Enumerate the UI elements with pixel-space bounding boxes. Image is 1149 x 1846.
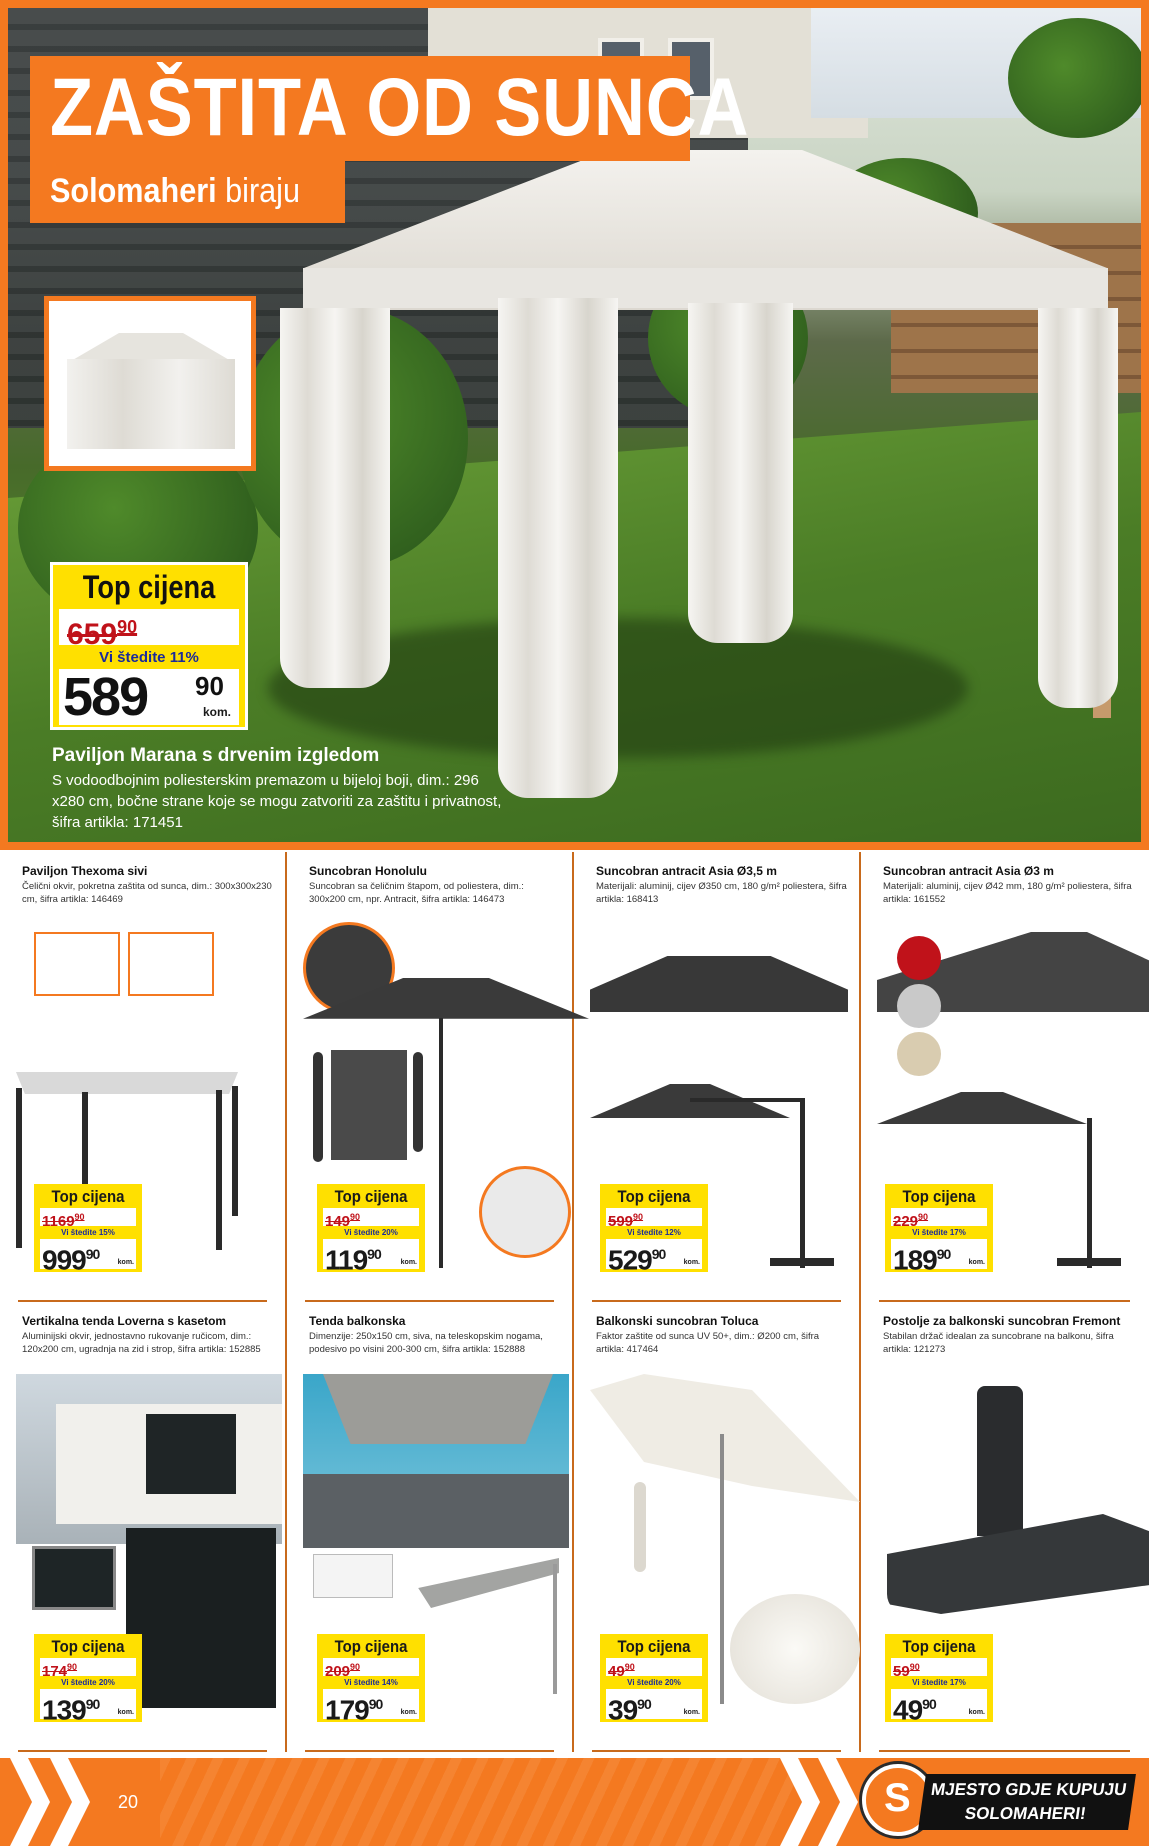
price-tag: Top cijena $49^{90}$ Vi štedite 20% $39^{90}$ kom. — [600, 1634, 708, 1722]
product-card[interactable] — [574, 1302, 861, 1752]
page-footer — [0, 1758, 1149, 1846]
new-price: 589 — [63, 667, 148, 727]
product-name: Vertikalna tenda Loverna s kasetom — [22, 1314, 227, 1328]
hero-product-description: S vodoodbojnim poliesterskim premazom u bijeloj boji, dim.: 296 x280 cm, bočne strane koje se mogu zatvoriti za zaštitu i privatnost, šifra artikla: 171451 — [52, 772, 502, 831]
footer-slogan: MJESTO GDJE KUPUJU SOLOMAHERI! — [918, 1774, 1136, 1830]
chevron-right-icon — [50, 1758, 90, 1846]
chevron-right-icon — [818, 1758, 858, 1846]
price-tag: Top cijena $229^{90}$ Vi štedite 17% $189^{90}$ kom. — [885, 1184, 993, 1272]
product-name: Paviljon Thexoma sivi — [22, 864, 148, 878]
price-label: Top cijena — [82, 569, 216, 605]
product-description: Materijali: aluminij, cijev Ø350 cm, 180 g/m² poliestera, šifra artikla: 168413 — [596, 881, 847, 905]
price-tag: Top cijena $599^{90}$ Vi štedite 12% $529^{90}$ kom. — [600, 1184, 708, 1272]
price-tag: Top cijena $209^{90}$ Vi štedite 14% $179^{90}$ kom. — [317, 1634, 425, 1722]
product-card[interactable] — [287, 852, 574, 1302]
product-card[interactable] — [0, 1302, 287, 1752]
savings-label: Vi štedite 11% — [99, 649, 199, 666]
product-description: Stabilan držač idealan za suncobrane na balkonu, šifra artikla: 121273 — [883, 1331, 1114, 1355]
hero-subtitle: Solomaheri biraju — [50, 172, 301, 210]
product-description: Aluminijski okvir, jednostavno rukovanje ručicom, dim.: 120x200 cm, ugradnja na zid i strop, šifra artikla: 152885 — [22, 1331, 261, 1355]
hero-product-name: Paviljon Marana s drvenim izgledom — [52, 745, 380, 766]
product-description: Faktor zaštite od sunca UV 50+, dim.: Ø200 cm, šifra artikla: 417464 — [596, 1331, 820, 1355]
price-tag: Top cijena 1169$^{90}$ Vi štedite 15% $999^{90}$ kom. — [34, 1184, 142, 1272]
color-swatch-grey — [897, 984, 941, 1028]
hero-product-info — [52, 744, 512, 833]
price-tag: Top cijena $149^{90}$ Vi štedite 20% $119^{90}$ kom. — [317, 1184, 425, 1272]
hero-title: ZAŠTITA OD SUNCA — [50, 62, 750, 153]
product-name: Postolje za balkonski suncobran Fremont — [883, 1314, 1121, 1328]
product-card[interactable] — [861, 1302, 1148, 1752]
product-card[interactable] — [574, 852, 861, 1302]
product-card[interactable] — [861, 852, 1148, 1302]
product-description: Čelični okvir, pokretna zaštita od sunca, dim.: 300x300x230 cm, šifra artikla: 146469 — [22, 881, 272, 905]
brand-logo: S — [862, 1764, 934, 1836]
product-name: Balkonski suncobran Toluca — [596, 1314, 759, 1328]
new-price-cents: 90 — [195, 671, 224, 701]
hero-price-tag — [50, 562, 248, 730]
hero-bush — [1008, 18, 1148, 138]
product-name: Suncobran antracit Asia Ø3,5 m — [596, 864, 777, 878]
product-card[interactable] — [287, 1302, 574, 1752]
product-description: Materijali: aluminij, cijev Ø42 mm, 180 g/m² poliestera, šifra artikla: 161552 — [883, 881, 1132, 905]
product-name: Tenda balkonska — [309, 1314, 406, 1328]
product-name: Suncobran antracit Asia Ø3 m — [883, 864, 1054, 878]
footer-pattern — [160, 1758, 800, 1846]
price-tag: Top cijena $59^{90}$ Vi štedite 17% $49^{90}$ kom. — [885, 1634, 993, 1722]
old-price: $659^{90}$ — [67, 617, 138, 651]
hero-subtitle-box — [30, 161, 345, 223]
color-swatch-beige — [897, 1032, 941, 1076]
product-grid — [0, 852, 1149, 1752]
hero-title-box — [30, 56, 750, 161]
product-description: Dimenzije: 250x150 cm, siva, na teleskopskim nogama, podesivo po visini 200-300 cm, šifra artikla: 152888 — [309, 1331, 543, 1355]
chevron-right-icon — [10, 1758, 50, 1846]
product-name: Suncobran Honolulu — [309, 864, 427, 878]
hero-banner — [0, 0, 1149, 850]
price-unit: kom. — [203, 705, 232, 719]
product-card[interactable] — [0, 852, 287, 1302]
page-number: 20 — [118, 1792, 139, 1812]
color-swatch-red — [897, 936, 941, 980]
price-tag: Top cijena $174^{90}$ Vi štedite 20% $139^{90}$ kom. — [34, 1634, 142, 1722]
hero-inset-image — [44, 296, 256, 471]
product-description: Suncobran sa čeličnim štapom, od poliestera, dim.: 300x200 cm, npr. Antracit, šifra artikla: 146473 — [309, 881, 524, 905]
